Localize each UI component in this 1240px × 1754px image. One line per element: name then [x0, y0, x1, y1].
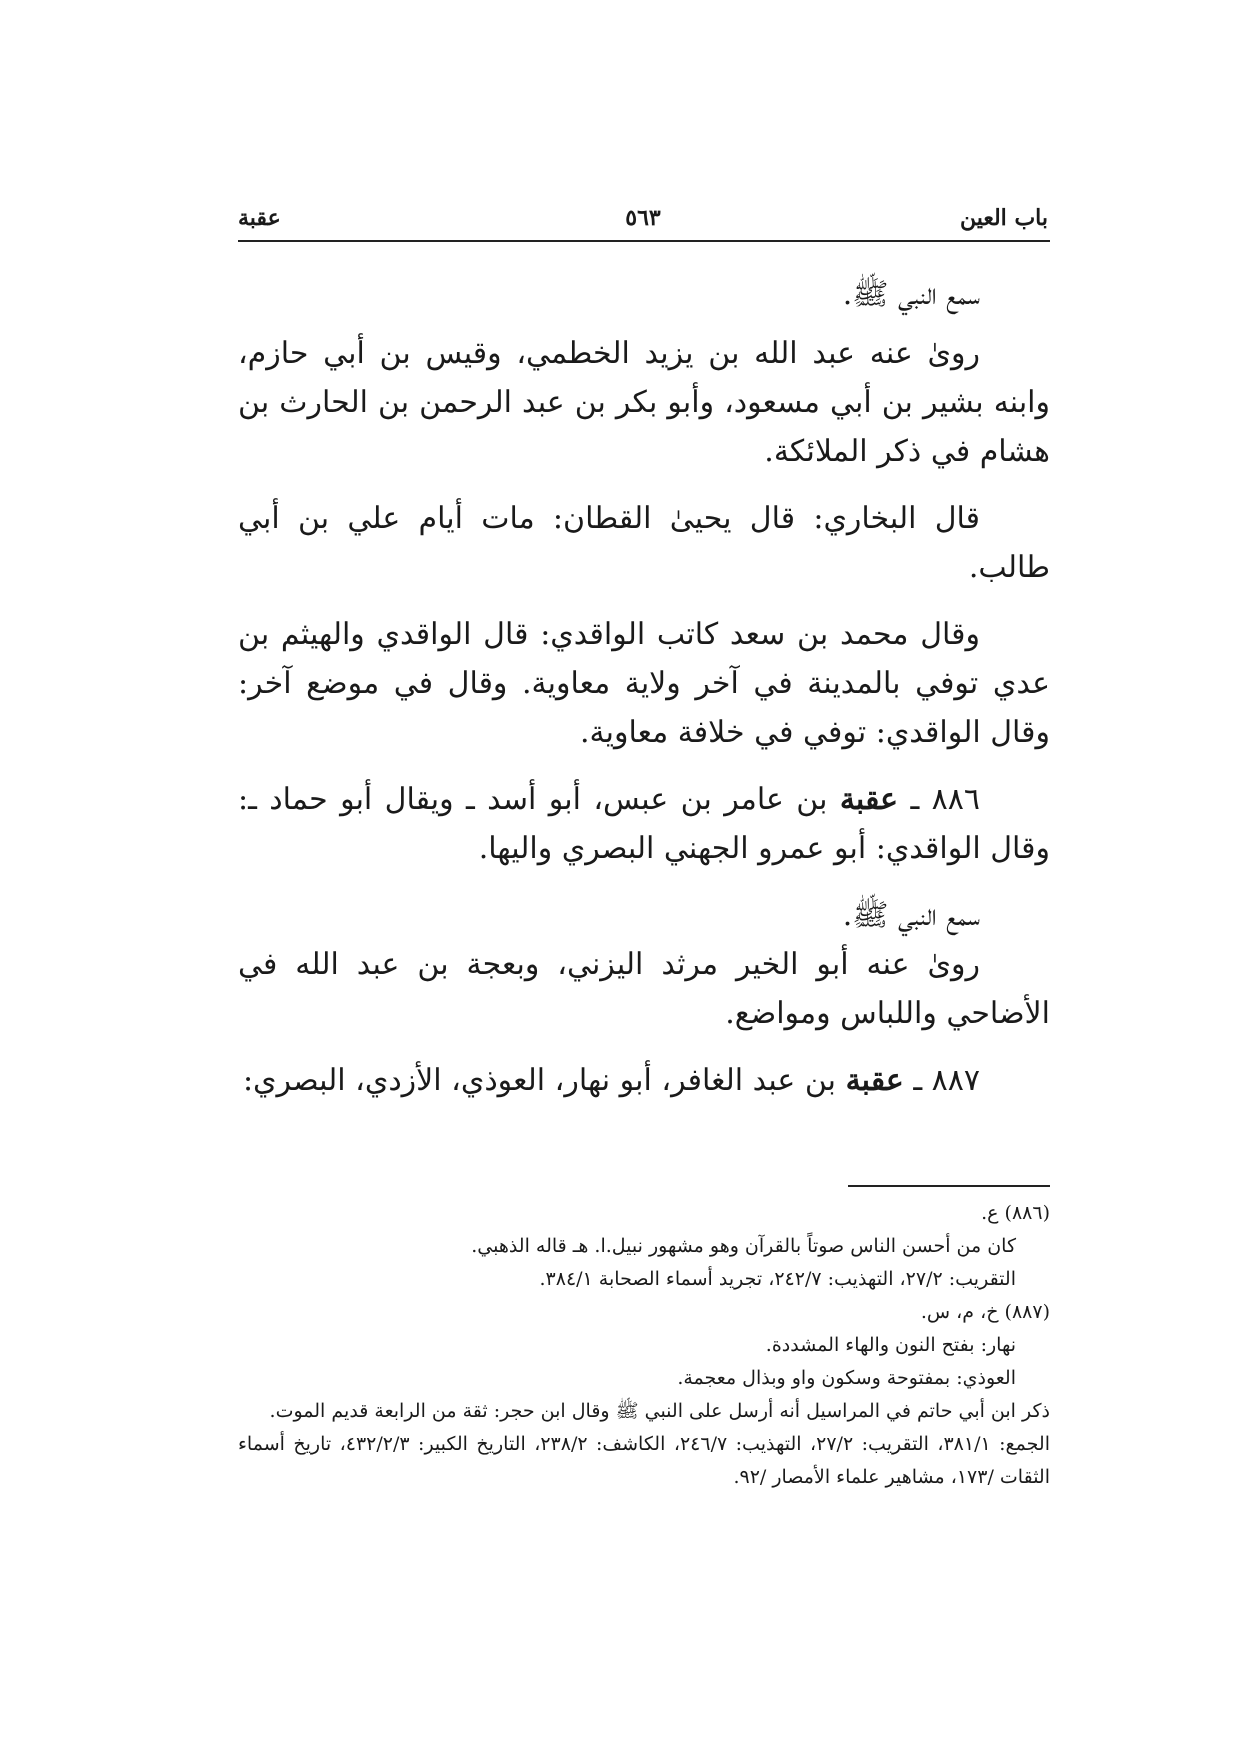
paragraph: روىٰ عنه أبو الخير مرثد اليزني، وبعجة بن عبد الله في الأضاحي واللباس ومواضع.	[238, 947, 1050, 1031]
entry-name: عقبة	[839, 782, 899, 817]
footnote-rule	[848, 1185, 1050, 1187]
entry-886	[238, 775, 1050, 873]
entry-name: عقبة	[845, 1063, 904, 1098]
footnote-line: العوذي: بمفتوحة وسكون واو وبذال معجمة.	[677, 1367, 1016, 1389]
paragraph: سمع النبي ﷺ.	[842, 277, 980, 312]
header-rule	[238, 240, 1050, 242]
paragraph: روىٰ عنه عبد الله بن يزيد الخطمي، وقيس بن أبي حازم، وابنه بشير بن أبي مسعود، وأبو بكر بن عبد الرحمن بن الحارث بن هشام في ذكر الملائكة.	[238, 336, 1050, 469]
paragraph: قال البخاري: قال يحيىٰ القطان: مات أيام علي بن أبي طالب.	[238, 501, 1050, 585]
footnote-heading: (٨٨٦) ع.	[981, 1202, 1050, 1224]
entry-text: بن عبد الغافر، أبو نهار، العوذي، الأزدي، البصري:	[242, 1063, 846, 1098]
footnote-line: ذكر ابن أبي حاتم في المراسيل أنه أرسل على النبي ﷺ وقال ابن حجر: ثقة من الرابعة قديم الموت.	[269, 1400, 1050, 1422]
footnote-line: التقريب: ٢٧/٢، التهذيب: ٢٤٢/٧، تجريد أسماء الصحابة ٣٨٤/١.	[539, 1268, 1016, 1290]
footnote-line: نهار: بفتح النون والهاء المشددة.	[765, 1334, 1016, 1356]
entry-number: ٨٨٦ ـ	[910, 782, 980, 817]
entry-word: عقبة	[238, 205, 281, 231]
footnote-heading: (٨٨٧) خ، م، س.	[920, 1301, 1050, 1323]
main-text	[238, 270, 1050, 1105]
page-number: ٥٦٣	[625, 205, 661, 231]
paragraph: سمع النبي ﷺ.	[842, 898, 980, 933]
running-header	[238, 203, 1048, 243]
section-title: باب العين	[959, 205, 1048, 231]
footnote-line: كان من أحسن الناس صوتاً بالقرآن وهو مشهور نبيل.ا. هـ قاله الذهبي.	[471, 1235, 1016, 1257]
footnote-line: الجمع: ٣٨١/١، التقريب: ٢٧/٢، التهذيب: ٢٤٦/٧، الكاشف: ٢٣٨/٢، التاريخ الكبير: ٤٣٢/٢/٣، تاريخ أسماء الثقات /١٧٣، مشاهير علماء الأمصار /٩٢.	[238, 1433, 1050, 1488]
entry-text: بن عامر بن عبس، أبو أسد ـ ويقال أبو حماد ـ: وقال الواقدي: أبو عمرو الجهني البصري واليها.	[238, 782, 1050, 866]
entry-887	[238, 1056, 1050, 1105]
paragraph: وقال محمد بن سعد كاتب الواقدي: قال الواقدي والهيثم بن عدي توفي بالمدينة في آخر ولاية معاوية. وقال في موضع آخر: وقال الواقدي: توفي في خلافة معاوية.	[238, 617, 1050, 750]
footnotes	[238, 1197, 1050, 1494]
entry-number: ٨٨٧ ـ	[913, 1063, 980, 1098]
